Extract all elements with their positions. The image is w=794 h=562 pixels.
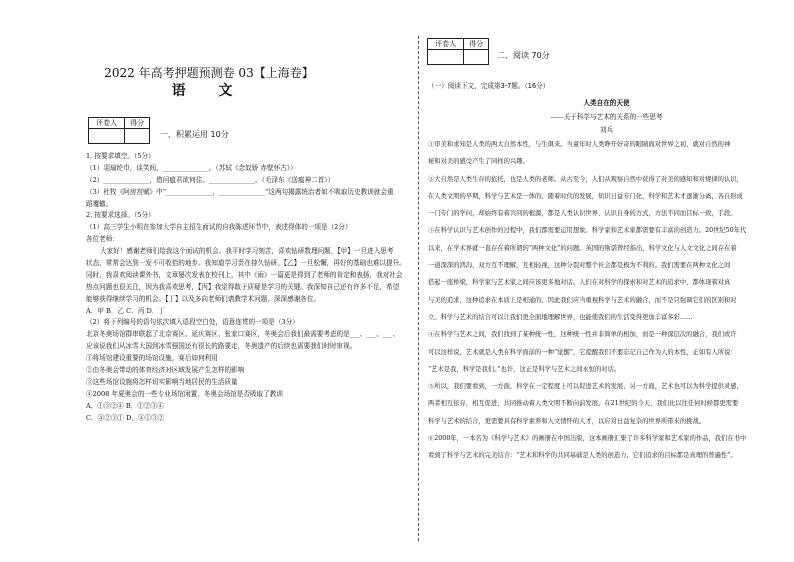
text-line: 与美的追求，这种追求在本质上是相通的。因此我们应当重视科学与艺术的融合，而不是只强调它们的区别和对 <box>428 296 737 304</box>
text-line: 秘和对美的感受产生了同样的兴趣。 <box>428 158 529 166</box>
grader-label: 评卷人 <box>89 118 125 129</box>
score-cell[interactable] <box>464 50 489 65</box>
text-line: 蹈覆辙。 <box>86 199 113 208</box>
text-line: ②由冬奥会带动的体育经济对区域发展产生怎样的影响 <box>86 366 245 375</box>
text-line: ①将场馆建设重要的场馆设施，赛后如何利用 <box>86 354 218 363</box>
text-line: 在人类文明的早期，科学与艺术是一体的。随着时代的发展，知识日益专门化，科学和艺术才逐渐分离，各自形成 <box>428 192 743 200</box>
text-line: 各位老师： <box>86 235 119 244</box>
text-line: 能够获得继续学习的机会。【丁】以及多向老师们请教学术问题，深深感谢各位。 <box>86 294 321 303</box>
score-box-right <box>427 38 489 65</box>
grader-cell[interactable] <box>89 129 125 144</box>
text-line: ③这些场馆设施将怎样切实影响当地居民的生活质量 <box>86 377 238 386</box>
text-line: 一门专门的学问，却始终有着共同的根源，都是人类认识世界、认识自身的方式，方法不同而目标一致，手段。 <box>428 210 737 218</box>
text-line: 状态，常常会达到一发不可收拾的地步。我知道学习贵在持久钻研。【乙】一旦松懈，再好的基础也难以提升。 <box>86 259 406 268</box>
text-line: （1）高三学生小明在参加大学自主招生面试的自我陈述环节中，表述得体的一项是（2分） <box>86 223 352 232</box>
text-line: 1. 按要求填空。（5分） <box>86 152 155 160</box>
text-line: 两者相互依存，相互促进，共同推动着人类文明不断向前发展。在21世纪的今天，我们比以往任何时候都更需要 <box>428 400 739 408</box>
grader-label: 评卷人 <box>428 39 464 50</box>
text-line: 可以这样说，艺术就是人类在科学面前的一种“觉醒”，它提醒我们不要忘记自己作为人的本性，正如有人所说： <box>428 348 737 356</box>
section-two-heading: 二、阅读 70分 <box>497 51 550 60</box>
subject-title: 语 文 <box>171 83 247 99</box>
text-line: C．④②③① D．④①③② <box>86 413 165 422</box>
text-line: 以来，在学术界就一直存在着所谓的“两种文化”的问题。英国的斯诺曾经指出，科学文化与人文文化之间存在着 <box>428 244 737 252</box>
text-line: ④在科学与艺术之间，我们找到了某种统一性，这种统一性并非简单的相加，而是一种深层次的融合，我们或许 <box>428 331 737 339</box>
text-line: 科学与艺术的结合，更需要具有科学素养和人文情怀的人才，以应对日益复杂的世界所带来的挑战。 <box>428 417 706 425</box>
text-line: ⑤所以，我们要看到，一方面，科学在一定程度上可以促进艺术的发展，另一方面，艺术也可以为科学提供灵感， <box>428 383 743 391</box>
text-line: （2）将下列编号的语句依次填入语段空白处，语意连贯的一项是（3分） <box>86 318 299 327</box>
text-line: 2. 按要求选择。（5分） <box>86 211 155 220</box>
text-line: 立。科学与艺术的结合可以让我们更全面地理解世界，也能使我们的生活变得更加丰富多彩…… <box>428 313 693 321</box>
text-line: （3）杜牧《阿房宫赋》中“______________，______________”这两句揭露统治者如不吸取历史教训就会重 <box>86 187 394 196</box>
text-line: （2）______________，借问瘟君欲何往。______________。（毛泽东《送瘟神二首》） <box>86 175 335 184</box>
text-line: ⑥2000年，一本名为《科学与艺术》的画册在中国出版，这本画册汇集了许多科学家和艺术家的作品，我们在书中 <box>428 435 747 443</box>
score-box-left <box>88 117 150 144</box>
text-line: 搭起一座桥梁，科学家与艺术家之间应该更多地对话。人们在对科学的探索和对艺术的追求中，都体现着对真 <box>428 279 731 287</box>
article-body <box>428 136 782 465</box>
text-line: 大家好！感谢老师们给我这个面试的机会。我平时学习刻苦，喜欢钻研数理问题，【甲】一旦进入思考 <box>100 247 394 256</box>
text-line: ④2008 年夏奥会的一些专业场馆闲置，冬奥会场馆是否吸取了教训 <box>86 389 283 398</box>
grader-cell[interactable] <box>428 50 464 65</box>
section-one-body <box>86 151 406 424</box>
text-line: 同时，我喜欢阅读课外书，文章屡次发表在校刊上，其中《雨》一篇更是得到了老师的肯定和表扬，我对社会 <box>86 270 403 279</box>
article-subtitle: ——关于科学与艺术的关系的一些思考 <box>550 113 663 121</box>
text-line: 看到了科学与艺术的完美结合：“艺术和科学的共同基础是人类的创造力，它们追求的目标都是真理的普遍性”。 <box>428 452 737 460</box>
text-line: 北京冬奥场馆群串联起了北京赛区、延庆赛区、张家口赛区，冬奥会后我们最需要考虑的是___、___、___、 <box>86 330 400 339</box>
score-label: 得分 <box>125 118 150 129</box>
article-author: 刘兵 <box>599 126 614 134</box>
text-line: ②大自然是人类生存的依托，也是人类的老师。从古至今，人们从观察自然中获得了对美的感知和对规律的认识， <box>428 175 743 183</box>
text-line: A．甲 B．乙 C．丙 D．丁 <box>86 306 165 315</box>
score-cell[interactable] <box>125 129 150 144</box>
text-line: A．①③②④ B．①②③④ <box>86 401 164 410</box>
text-line: ③在科学认识与艺术创作的过程中，我们都需要运用想象。科学家和艺术家都需要有丰富的创造力。20世纪50年代 <box>428 227 747 235</box>
text-line: “艺术是我，科学是我们。”也许，这正是科学与艺术之间永恒的对话。 <box>428 365 621 373</box>
text-line: ①审美和求知是人类的两大自然本性，与生俱来。当童年时人类睁开好奇的眼睛面对世界之初，就对自然的神 <box>428 141 731 148</box>
text-line: 热点问题也很关注，因为我喜欢思考，【丙】我觉得敢于质疑是学习的关键。我深知自己还有许多不足，希望 <box>86 282 400 291</box>
reading-intro: （一）阅读下文，完成第3-7题。（16分） <box>428 82 550 90</box>
text-line: 应该说我们从冰雪大国到冰雪强国还有很长的路要走，冬奥遗产的后续也需要我们时时审视。 <box>86 342 357 351</box>
text-line: （1）羽扇纶巾，谈笑间，______________。（苏轼《念奴娇 赤壁怀古》） <box>86 163 297 172</box>
paper-title: 2022 年高考押题预测卷 03【上海卷】 <box>104 66 314 80</box>
article-title: 人类自在的天使 <box>583 99 630 107</box>
score-label: 得分 <box>464 39 489 50</box>
section-one-heading: 一、积累运用 10分 <box>160 130 229 139</box>
text-line: 一道深深的鸿沟，双方互不理解，互相轻视，这种分裂对整个社会都是极为不利的。我们需要在两种文化之间 <box>428 262 731 270</box>
